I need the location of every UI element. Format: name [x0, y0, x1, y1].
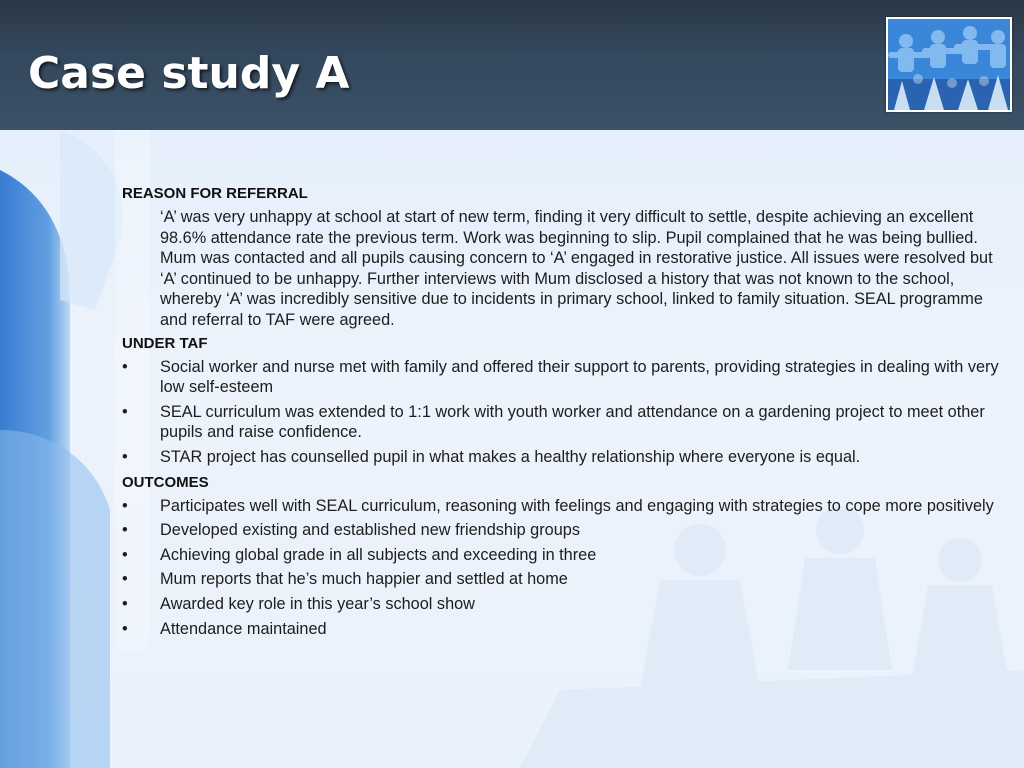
- list-item: [122, 496, 1002, 517]
- outcomes-heading: OUTCOMES: [122, 473, 209, 491]
- slide-title: Case study A: [28, 48, 350, 99]
- bullet-icon: •: [122, 402, 128, 421]
- outcomes-list: [122, 496, 1002, 640]
- list-item-text: Achieving global grade in all subjects and exceeding in three: [160, 545, 597, 564]
- bullet-icon: •: [122, 545, 128, 564]
- list-item-text: Awarded key role in this year’s school show: [160, 594, 475, 613]
- bullet-icon: •: [122, 594, 128, 613]
- list-item: [122, 545, 1002, 566]
- bullet-icon: •: [122, 496, 128, 515]
- bullet-icon: •: [122, 357, 128, 376]
- list-item-text: Participates well with SEAL curriculum, reasoning with feelings and engaging with strategies to cope more positively: [160, 496, 994, 515]
- list-item: [122, 619, 1002, 640]
- list-item-text: STAR project has counselled pupil in what makes a healthy relationship where everyone is equal.: [160, 447, 861, 466]
- list-item-text: Attendance maintained: [160, 619, 327, 638]
- list-item-text: Social worker and nurse met with family and offered their support to parents, providing strategies in dealing with very low self-esteem: [160, 357, 999, 397]
- paper-people-chain-graphic: [888, 19, 1010, 110]
- referral-paragraph: ‘A’ was very unhappy at school at start of new term, finding it very difficult to settle, despite achieving an excellent 98.6% attendance rate the previous term. Work was beginning to slip. Pupil complained that he was being bullied. Mum was contacted and all pupils causing concern to ‘A’ engaged in restorative justice. All issues were resolved but ‘A’ continued to be unhappy. Further interviews with Mum disclosed a history that was not known to the school, whereby ‘A’ was incredibly sensitive due to incidents in primary school, linked to family situation. SEAL programme and referral to TAF were agreed.: [160, 208, 993, 329]
- taf-list: [122, 357, 1002, 468]
- list-item: [122, 569, 1002, 590]
- slide-body: [122, 183, 1002, 643]
- title-bar: [0, 0, 1024, 131]
- bullet-icon: •: [122, 619, 128, 638]
- bullet-icon: •: [122, 570, 128, 589]
- referral-heading: REASON FOR REFERRAL: [122, 185, 308, 202]
- taf-heading: UNDER TAF: [122, 334, 208, 352]
- bullet-icon: •: [122, 447, 128, 466]
- list-item: [122, 594, 1002, 615]
- list-item-text: Developed existing and established new friendship groups: [160, 521, 580, 540]
- list-item: [122, 402, 1002, 443]
- paper-people-chain-icon: [886, 17, 1012, 112]
- list-item: [122, 357, 1002, 398]
- bullet-icon: •: [122, 521, 128, 540]
- list-item-text: Mum reports that he’s much happier and settled at home: [160, 570, 568, 589]
- list-item: [122, 447, 1002, 468]
- list-item-text: SEAL curriculum was extended to 1:1 work with youth worker and attendance on a gardening project to meet other pupils and raise confidence.: [160, 402, 985, 442]
- list-item: [122, 520, 1002, 541]
